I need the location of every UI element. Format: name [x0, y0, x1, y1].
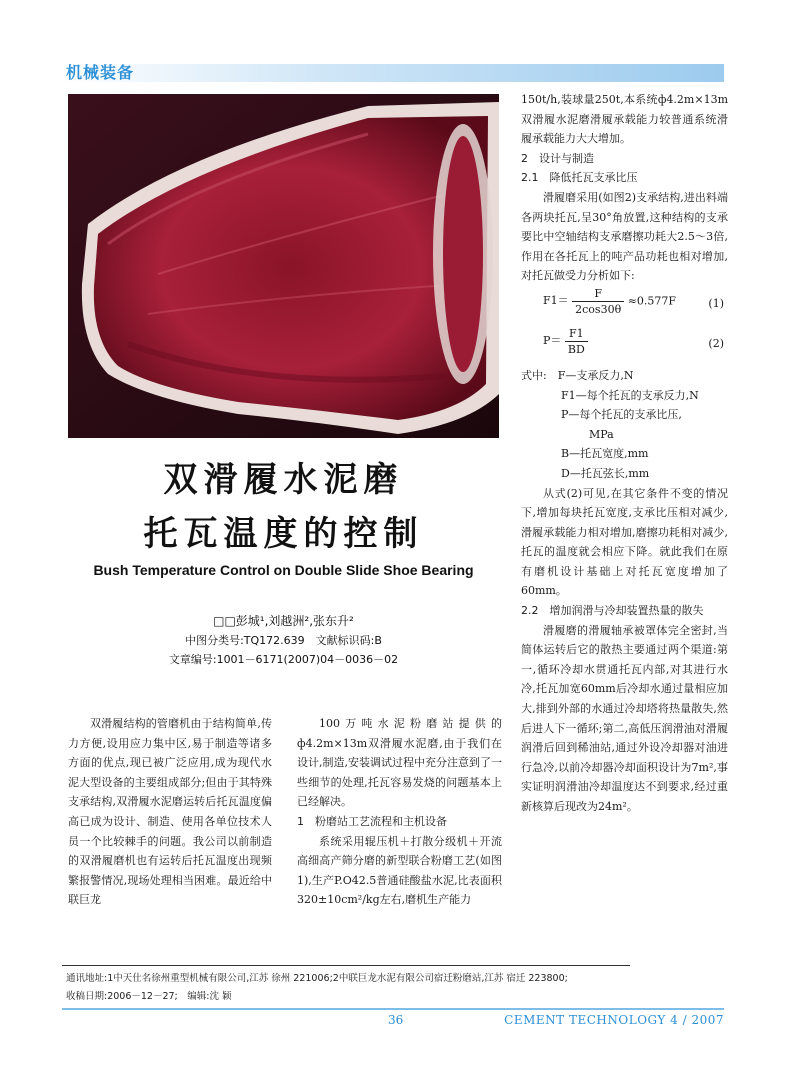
equation-number: (2) [708, 336, 724, 350]
received-date: 收稿日期:2006－12－27; 编辑:沈 颖 [66, 991, 232, 1002]
formula-1 [521, 286, 728, 320]
paragraph: 系统采用辊压机＋打散分级机＋开流高细高产筛分磨的新型联合粉磨工艺(如图1),生产P.O42.5普通硅酸盐水泥,比表面积320±10cm²/kg左右,磨机生产能力 [297, 834, 502, 907]
correspondence-address: 通讯地址:1中天仕名徐州重型机械有限公司,江苏 徐州 221006;2中联巨龙水泥有限公司宿迁粉磨站,江苏 宿迁 223800; [66, 973, 568, 984]
variable-definition: D—托瓦弦长,mm [561, 466, 650, 480]
body-column-middle [297, 714, 502, 910]
fraction-numerator: F [572, 286, 624, 302]
authors: □□彭城¹,刘越洲²,张东升² [213, 614, 354, 628]
variable-unit: MPa [589, 427, 614, 441]
paragraph: 从式(2)可见,在其它条件不变的情况下,增加每块托瓦宽度,支承比压相对减少,滑履承载能力相对增加,磨擦功耗相对减少,托瓦的温度就会相应下降。就此我们在原有磨机设计基础上对托瓦宽度增加了60mm。 [521, 486, 728, 598]
formula-fraction [572, 286, 624, 317]
journal-name: CEMENT TECHNOLOGY 4 / 2007 [504, 1013, 724, 1027]
variable-definition: B—托瓦宽度,mm [561, 447, 649, 461]
bottom-rule [62, 1008, 724, 1010]
paragraph: 150t/h,装球量250t,本系统ф4.2m×13m双滑履水泥磨滑履承载能力较普通系统滑履承载能力大大增加。 [521, 93, 728, 146]
variable-definition: P—每个托瓦的支承比压, [561, 408, 682, 422]
subsection-heading: 2.2 增加润滑与冷却装置热量的散失 [521, 604, 704, 618]
page-number: 36 [388, 1013, 404, 1027]
fraction-denominator: BD [567, 342, 585, 356]
header-gradient-bar [62, 64, 724, 82]
article-number: 文章编号:1001－6171(2007)04－0036－02 [168, 653, 399, 666]
body-column-left [68, 714, 272, 910]
paragraph: 双滑履结构的管磨机由于结构简单,传力方便,设用应力集中区,易于制造等诸多方面的优点,现已被广泛应用,成为现代水泥大型设备的主要组成部分;但由于其特殊支承结构,双滑履水泥磨运转后托瓦温度偏高已成为设计、制造、使用各单位技术人员一个比较棘手的问题。我公司以前制造的双滑履磨机也有运转后托瓦温度出现频繁报警情况,现场处理相当困难。最近给中联巨龙 [68, 717, 272, 907]
formula-fraction [565, 326, 588, 357]
formula-lhs: F1＝ [543, 294, 569, 308]
paragraph: 100万吨水泥粉磨站提供的ф4.2m×13m双滑履水泥磨,由于我们在设计,制造,安装调试过程中充分注意到了一些细节的处理,托瓦容易发烧的问题基本上已经解决。 [297, 717, 502, 809]
body-column-right [521, 90, 728, 817]
fraction-denominator: 2cos30θ [575, 302, 622, 316]
variable-definition: F1—每个托瓦的支承反力,N [561, 388, 699, 402]
section-label: 机械装备 [66, 63, 135, 82]
article-title-line1: 双滑履水泥磨 [163, 460, 404, 500]
equation-number: (1) [708, 296, 724, 310]
fraction-numerator: F1 [565, 326, 588, 342]
formula-lhs: P＝ [543, 334, 562, 348]
classification-code: 中图分类号:TQ172.639 文献标识码:B [185, 634, 382, 647]
formula-rhs: ≈0.577F [627, 294, 677, 308]
section-heading: 2 设计与制造 [521, 151, 594, 165]
formula-2 [521, 326, 728, 360]
footer-rule [62, 965, 630, 966]
mill-interior-photo [68, 94, 499, 438]
variable-definition: 式中: F—支承反力,N [521, 368, 634, 382]
section-heading: 1 粉磨站工艺流程和主机设备 [297, 814, 447, 828]
mill-interior-illustration [68, 94, 499, 438]
paragraph: 滑履磨的滑履轴承被罩体完全密封,当简体运转后它的散热主要通过两个渠道:第一,循环冷却水贯通托瓦内部,对其进行水冷,托瓦加宽60mm后冷却水通过量相应加大,排到外部的水通过冷却塔将热量散失,然后进人下一循环;第二,高低压润滑油对滑履润滑后回到稀油站,通过外设冷却器对油进行急冷,以前冷却器冷却面积设计为7m²,事实证明润滑油冷却温度达不到要求,经过重新核算后现改为24m²。 [521, 623, 728, 813]
paragraph: 滑履磨采用(如图2)支承结构,进出料端各两块托瓦,呈30°角放置,这种结构的支承要比中空轴结构支承磨擦功耗大2.5～3倍,作用在各托瓦上的吨产品功耗也相对增加,对托瓦做受力分析如下: [521, 190, 728, 283]
subsection-heading: 2.1 降低托瓦支承比压 [521, 171, 638, 185]
article-subtitle-en: Bush Temperature Control on Double Slide Shoe Bearing [93, 562, 474, 578]
article-title-line2: 托瓦温度的控制 [143, 514, 424, 554]
